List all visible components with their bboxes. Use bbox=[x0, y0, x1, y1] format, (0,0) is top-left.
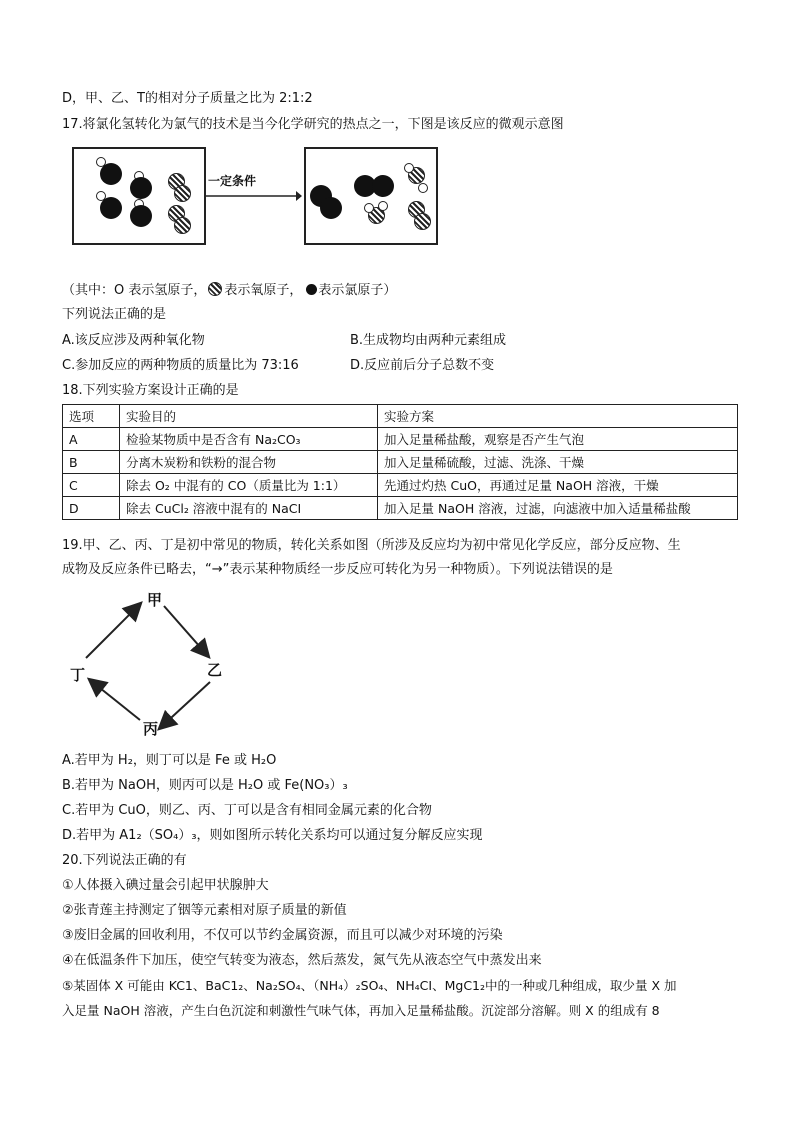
oxygen-atom bbox=[174, 217, 191, 234]
q20-stem: 20.下列说法正确的有 bbox=[62, 853, 187, 868]
cell-plan: 加入足量 NaOH 溶液，过滤，向滤液中加入适量稀盐酸 bbox=[378, 497, 738, 520]
cell-option: A bbox=[63, 428, 120, 451]
cell-purpose: 除去 CuCl₂ 溶液中混有的 NaCI bbox=[120, 497, 378, 520]
cycle-arrows-icon bbox=[60, 590, 240, 740]
legend-hydrogen-text: （其中：O 表示氢原子， bbox=[62, 283, 207, 298]
q19-option-a: A.若甲为 H₂，则丁可以是 Fe 或 H₂O bbox=[62, 753, 277, 768]
oxygen-atom bbox=[174, 185, 191, 202]
node-yi: 乙 bbox=[207, 661, 223, 679]
legend-chlorine-text: 表示氯原子） bbox=[318, 283, 397, 298]
chlorine-atom bbox=[372, 175, 394, 197]
table-row bbox=[63, 474, 738, 497]
q17-stem: 17.将氯化氢转化为氯气的技术是当今化学研究的热点之一，下图是该反应的微观示意图 bbox=[62, 117, 564, 132]
header-plan: 实验方案 bbox=[378, 405, 738, 428]
cell-plan: 加入足量稀盐酸，观察是否产生气泡 bbox=[378, 428, 738, 451]
reaction-arrow-icon bbox=[206, 190, 302, 202]
chlorine-atom bbox=[130, 177, 152, 199]
q16-option-d: D，甲、乙、T的相对分子质量之比为 2:1:2 bbox=[62, 91, 313, 106]
reactants-box bbox=[72, 147, 206, 245]
header-option: 选项 bbox=[63, 405, 120, 428]
node-jia: 甲 bbox=[147, 591, 163, 609]
table-row bbox=[63, 428, 738, 451]
chlorine-atom bbox=[320, 197, 342, 219]
oxygen-atom bbox=[414, 213, 431, 230]
node-bing: 丙 bbox=[143, 720, 159, 738]
hydrogen-atom bbox=[418, 183, 428, 193]
q20-item-4: ④在低温条件下加压，使空气转变为液态，然后蒸发，氮气先从液态空气中蒸发出来 bbox=[62, 953, 542, 968]
q18-table bbox=[62, 404, 738, 520]
legend-oxygen-text: 表示氧原子， bbox=[224, 283, 303, 298]
cell-purpose: 检验某物质中是否含有 Na₂CO₃ bbox=[120, 428, 378, 451]
table-row bbox=[63, 451, 738, 474]
table-row bbox=[63, 497, 738, 520]
q19-option-b: B.若甲为 NaOH，则丙可以是 H₂O 或 Fe(NO₃）₃ bbox=[62, 778, 348, 793]
q20-item-5-cont: 入足量 NaOH 溶液，产生白色沉淀和刺激性气味气体，再加入足量稀盐酸。沉淀部分溶解。则 X 的组成有 8 bbox=[62, 1003, 660, 1018]
q17-option-b: B.生成物均由两种元素组成 bbox=[350, 333, 507, 348]
q17-legend bbox=[62, 282, 396, 300]
chlorine-atom bbox=[130, 205, 152, 227]
q20-item-1: ①人体摄入碘过量会引起甲状腺肿大 bbox=[62, 878, 269, 893]
q17-option-a: A.该反应涉及两种氧化物 bbox=[62, 333, 205, 348]
cell-plan: 加入足量稀硫酸，过滤、洗涤、干燥 bbox=[378, 451, 738, 474]
cell-option: C bbox=[63, 474, 120, 497]
q17-option-d: D.反应前后分子总数不变 bbox=[350, 358, 495, 373]
cell-purpose: 分离木炭粉和铁粉的混合物 bbox=[120, 451, 378, 474]
q17-prompt: 下列说法正确的是 bbox=[62, 307, 167, 322]
q20-item-3: ③废旧金属的回收利用，不仅可以节约金属资源，而且可以减少对环境的污染 bbox=[62, 928, 503, 943]
chlorine-atom bbox=[100, 163, 122, 185]
hydrogen-atom bbox=[378, 201, 388, 211]
cell-plan: 先通过灼热 CuO，再通过足量 NaOH 溶液，干燥 bbox=[378, 474, 738, 497]
hydrogen-atom bbox=[404, 163, 414, 173]
q17-option-c: C.参加反应的两种物质的质量比为 73:16 bbox=[62, 358, 299, 373]
q18-stem: 18.下列实验方案设计正确的是 bbox=[62, 383, 239, 398]
products-box bbox=[304, 147, 438, 245]
cell-option: D bbox=[63, 497, 120, 520]
oxygen-atom-icon bbox=[208, 282, 222, 296]
node-ding: 丁 bbox=[70, 666, 86, 684]
cell-option: B bbox=[63, 451, 120, 474]
header-purpose: 实验目的 bbox=[120, 405, 378, 428]
q19-option-d: D.若甲为 A1₂（SO₄）₃，则如图所示转化关系均可以通过复分解反应实现 bbox=[62, 828, 483, 843]
table-header-row bbox=[63, 405, 738, 428]
hydrogen-atom bbox=[364, 203, 374, 213]
condition-label: 一定条件 bbox=[208, 174, 257, 188]
q19-stem-line1: 19.甲、乙、丙、丁是初中常见的物质，转化关系如图（所涉及反应均为初中常见化学反应，部分反应物、生 bbox=[62, 538, 681, 553]
q20-item-5: ⑤某固体 X 可能由 KC1、BaC1₂、Na₂SO₄、（NH₄）₂SO₄、NH₄CI、MgC1₂中的一种或几种组成，取少量 X 加 bbox=[62, 978, 677, 993]
cell-purpose: 除去 O₂ 中混有的 CO（质量比为 1:1） bbox=[120, 474, 378, 497]
q20-item-2: ②张青莲主持测定了铟等元素相对原子质量的新值 bbox=[62, 903, 347, 918]
q19-stem-line2: 成物及反应条件已略去，“→”表示某种物质经一步反应可转化为另一种物质）。下列说法错误的是 bbox=[62, 562, 613, 577]
chlorine-atom bbox=[100, 197, 122, 219]
q19-option-c: C.若甲为 CuO，则乙、丙、丁可以是含有相同金属元素的化合物 bbox=[62, 803, 432, 818]
chlorine-atom-icon bbox=[306, 284, 317, 295]
